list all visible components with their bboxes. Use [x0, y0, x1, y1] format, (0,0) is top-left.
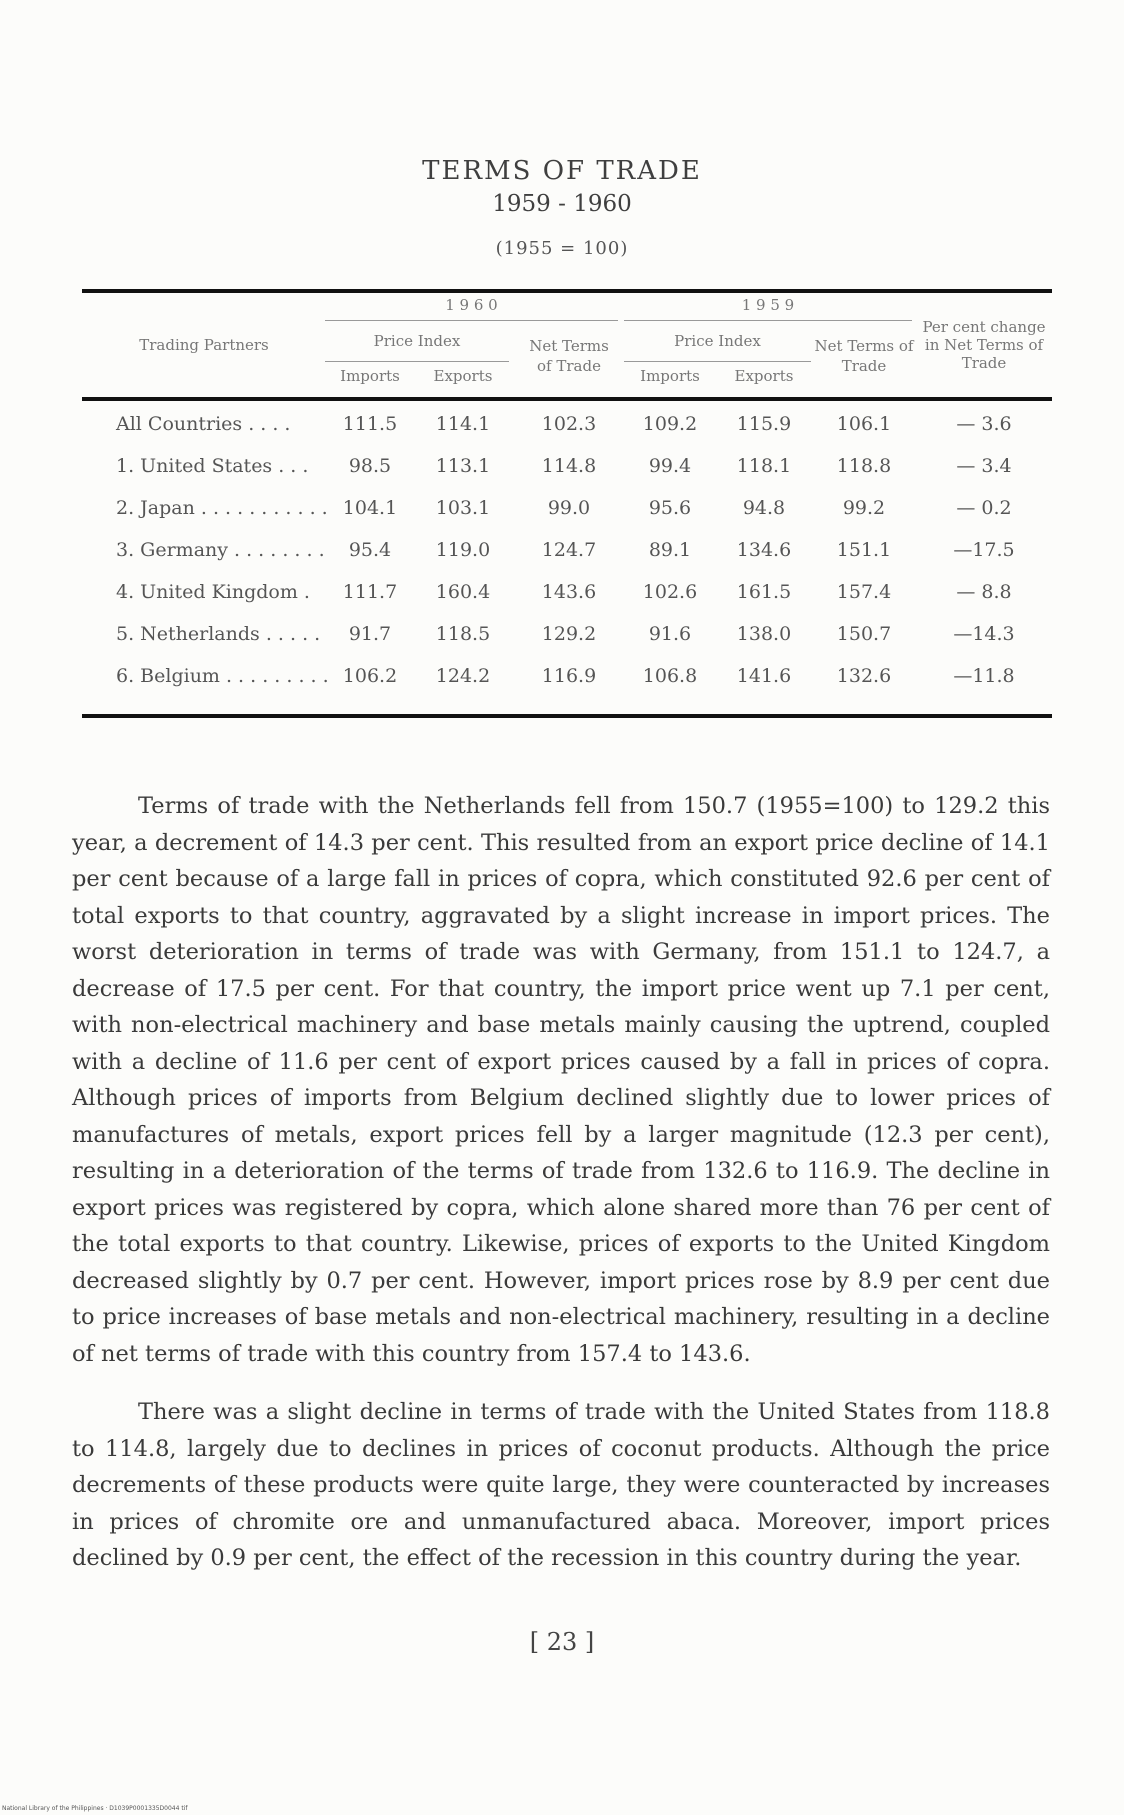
pct-change: — 8.8 — [956, 581, 1012, 603]
imports-1960: 111.7 — [342, 581, 398, 603]
page-title: TERMS OF TRADE — [422, 156, 702, 186]
table-header-rule — [82, 397, 1052, 401]
exports-1960: 114.1 — [435, 413, 491, 435]
table-bottom-rule — [82, 714, 1052, 718]
exports-1960: 118.5 — [435, 623, 491, 645]
net-terms-1960: 99.0 — [547, 497, 591, 519]
imports-1959: 102.6 — [642, 581, 698, 603]
exports-1959: 115.9 — [736, 413, 792, 435]
table-row — [0, 455, 1124, 491]
table-top-rule — [82, 289, 1052, 293]
partner-name: All Countries . . . . — [116, 413, 291, 435]
page-number: [ 23 ] — [529, 1628, 595, 1656]
partner-name: 6. Belgium . . . . . . . . . — [116, 665, 329, 687]
table-row — [0, 413, 1124, 449]
exports-1960: 119.0 — [435, 539, 491, 561]
table-row — [0, 581, 1124, 617]
exports-1960: 160.4 — [435, 581, 491, 603]
page-years: 1959 - 1960 — [492, 191, 632, 217]
imports-1960: 104.1 — [342, 497, 398, 519]
header-exports-1959: Exports — [734, 367, 794, 385]
imports-1959: 91.6 — [648, 623, 692, 645]
pct-change: — 3.4 — [956, 455, 1012, 477]
imports-1960: 91.7 — [348, 623, 392, 645]
net-terms-1960: 124.7 — [541, 539, 597, 561]
partner-name: 3. Germany . . . . . . . . — [116, 539, 325, 561]
base-year-note: (1955 = 100) — [495, 238, 629, 259]
rule-price-1959 — [624, 361, 811, 362]
header-pct-change: Per cent change in Net Terms of Trade — [922, 318, 1046, 372]
exports-1960: 113.1 — [435, 455, 491, 477]
net-terms-1960: 143.6 — [541, 581, 597, 603]
exports-1959: 134.6 — [736, 539, 792, 561]
rule-1960 — [325, 320, 618, 321]
exports-1960: 103.1 — [435, 497, 491, 519]
header-imports-1959: Imports — [640, 367, 700, 385]
pct-change: —17.5 — [953, 539, 1015, 561]
exports-1959: 161.5 — [736, 581, 792, 603]
table-row — [0, 497, 1124, 533]
header-price-index-1960: Price Index — [373, 332, 461, 350]
exports-1960: 124.2 — [435, 665, 491, 687]
imports-1960: 106.2 — [342, 665, 398, 687]
table-row — [0, 623, 1124, 659]
header-trading-partners: Trading Partners — [139, 336, 269, 354]
imports-1959: 109.2 — [642, 413, 698, 435]
pct-change: — 0.2 — [956, 497, 1012, 519]
net-terms-1959: 151.1 — [836, 539, 892, 561]
net-terms-1959: 99.2 — [842, 497, 886, 519]
partner-name: 2. Japan . . . . . . . . . . . — [116, 497, 328, 519]
net-terms-1959: 157.4 — [836, 581, 892, 603]
header-1959: 1 9 5 9 — [741, 296, 795, 314]
archive-footer: National Library of the Philippines · D1039P0001335D0044 tif — [2, 1805, 188, 1812]
header-1960: 1 9 6 0 — [445, 296, 498, 314]
imports-1960: 98.5 — [348, 455, 392, 477]
header-net-terms-1960: Net Terms of Trade — [529, 337, 609, 375]
exports-1959: 94.8 — [742, 497, 786, 519]
net-terms-1960: 102.3 — [541, 413, 597, 435]
pct-change: —11.8 — [953, 665, 1015, 687]
header-imports-1960: Imports — [340, 367, 400, 385]
net-terms-1959: 118.8 — [836, 455, 892, 477]
table-row — [0, 539, 1124, 575]
rule-1959 — [624, 320, 912, 321]
net-terms-1960: 114.8 — [541, 455, 597, 477]
net-terms-1960: 116.9 — [541, 665, 597, 687]
pct-change: —14.3 — [953, 623, 1015, 645]
partner-name: 1. United States . . . — [116, 455, 309, 477]
header-net-terms-1959: Net Terms of Trade — [814, 337, 914, 375]
imports-1959: 106.8 — [642, 665, 698, 687]
table-row — [0, 665, 1124, 701]
partner-name: 5. Netherlands . . . . . — [116, 623, 321, 645]
net-terms-1959: 150.7 — [836, 623, 892, 645]
exports-1959: 118.1 — [736, 455, 792, 477]
header-price-index-1959: Price Index — [674, 332, 761, 350]
rule-price-1960 — [325, 361, 509, 362]
exports-1959: 138.0 — [736, 623, 792, 645]
imports-1960: 95.4 — [348, 539, 392, 561]
imports-1959: 99.4 — [648, 455, 692, 477]
imports-1960: 111.5 — [342, 413, 398, 435]
net-terms-1959: 132.6 — [836, 665, 892, 687]
net-terms-1960: 129.2 — [541, 623, 597, 645]
imports-1959: 89.1 — [648, 539, 692, 561]
paragraph-united-states: There was a slight decline in terms of trade with the United States from 118.8 to 114.8, largely due to declines in prices of coconut products. Although the price decrements of these products were quite large, they were counteracted by increases in prices of chromite ore and unmanufactured abaca. Moreover, import prices declined by 0.9 per cent, the effect of the recession in this country during the year. — [72, 1399, 1050, 1571]
imports-1959: 95.6 — [648, 497, 692, 519]
exports-1959: 141.6 — [736, 665, 792, 687]
header-exports-1960: Exports — [433, 367, 493, 385]
partner-name: 4. United Kingdom . — [116, 581, 310, 603]
net-terms-1959: 106.1 — [836, 413, 892, 435]
pct-change: — 3.6 — [956, 413, 1012, 435]
paragraph-netherlands-germany: Terms of trade with the Netherlands fell from 150.7 (1955=100) to 129.2 this year, a decrement of 14.3 per cent. This resulted from an export price decline of 14.1 per cent because of a large fall in prices of copra, which constituted 92.6 per cent of total exports to that country, aggravated by a slight increase in import prices. The worst deterioration in terms of trade was with Germany, from 151.1 to 124.7, a decrease of 17.5 per cent. For that country, the import price went up 7.1 per cent, with non-electrical machinery and base metals mainly causing the uptrend, coupled with a decline of 11.6 per cent of export prices caused by a fall in prices of copra. Although prices of imports from Belgium declined slightly due to lower prices of manufactures of metals, export prices fell by a larger magnitude (12.3 per cent), resulting in a deterioration of the terms of trade from 132.6 to 116.9. The decline in export prices was registered by copra, which alone shared more than 76 per cent of the total exports to that country. Likewise, prices of exports to the United Kingdom decreased slightly by 0.7 per cent. However, import prices rose by 8.9 per cent due to price increases of base metals and non-electrical machinery, resulting in a decline of net terms of trade with this country from 157.4 to 143.6. — [72, 793, 1050, 1367]
